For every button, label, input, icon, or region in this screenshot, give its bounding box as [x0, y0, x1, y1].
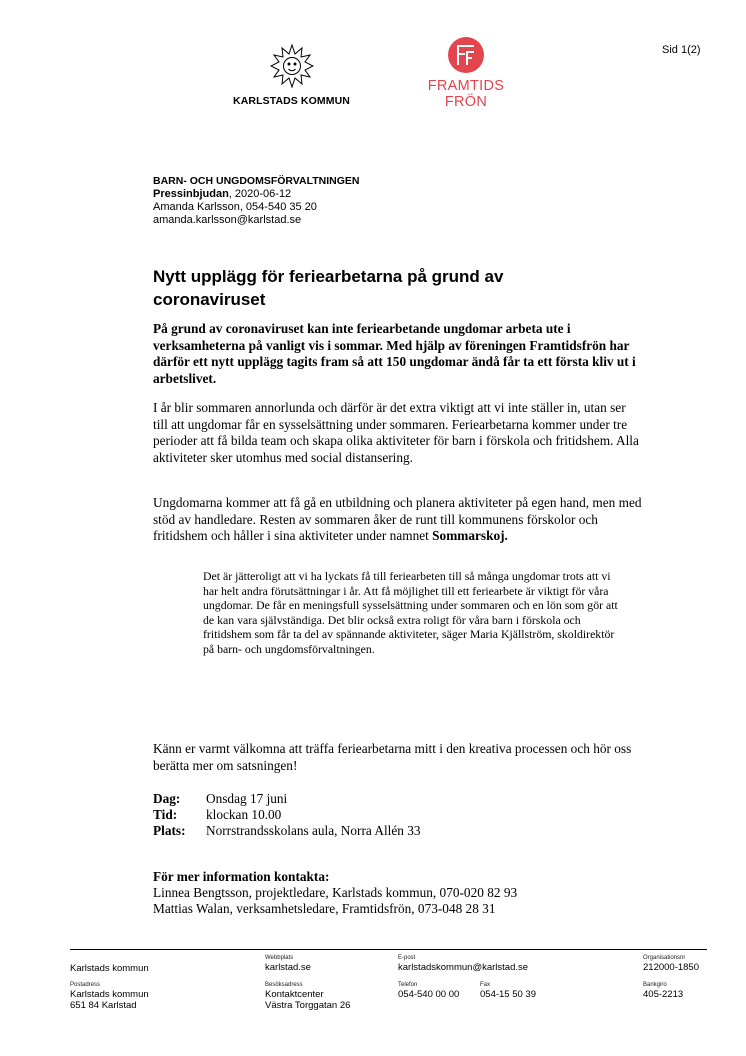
- postal-line-1: Karlstads kommun: [70, 989, 149, 1000]
- place-label: Plats:: [153, 823, 186, 838]
- fron-text: FRÖN: [444, 94, 488, 110]
- release-date: , 2020-06-12: [228, 188, 292, 200]
- contact-email: amanda.karlsson@karlstad.se: [153, 214, 302, 226]
- release-label: Pressinbjudan: [153, 188, 229, 200]
- footer-divider: [70, 949, 707, 950]
- contact-block: [153, 869, 517, 917]
- body-paragraph-2: [153, 495, 643, 545]
- footer-visit: [265, 982, 350, 1011]
- event-time-row: [153, 807, 421, 823]
- time-value: klockan 10.00: [206, 807, 282, 822]
- headline: Nytt upplägg för feriearbetarna på grund av coronaviruset: [153, 267, 504, 309]
- contact-heading: För mer information kontakta:: [153, 869, 330, 884]
- visit-label: Besöksadress: [265, 982, 303, 988]
- footer-org-name: Karlstads kommun: [70, 963, 149, 974]
- footer-phone: [398, 982, 459, 1000]
- postal-label: Postadress: [70, 982, 101, 988]
- footer-fax: [480, 982, 536, 1000]
- place-value: Norrstrandsskolans aula, Norra Allén 33: [206, 823, 421, 838]
- email-label: E-post: [398, 955, 416, 961]
- bankgiro-value: 405-2213: [643, 989, 684, 1000]
- sun-emblem-icon: [270, 44, 314, 88]
- kommun-name: KARLSTADS KOMMUN: [233, 95, 350, 107]
- time-label: Tid:: [153, 807, 178, 822]
- page-number: Sid 1(2): [662, 44, 701, 56]
- footer-web: [265, 955, 311, 973]
- body-paragraph-2-text: Ungdomarna kommer att få gå en utbildning och planera aktiviteter på egen hand, men med stöd av handledare. Resten av sommaren åker de runt till kommunens förskolor och fritidshem och håller i sina aktiviteter under namnet: [153, 495, 642, 543]
- web-value: karlstad.se: [265, 962, 311, 973]
- visit-line-1: Kontaktcenter: [265, 989, 324, 1000]
- orgnr-label: Organisationsnr: [643, 955, 686, 961]
- footer-email: [398, 955, 528, 973]
- body-paragraph-1: I år blir sommaren annorlunda och därför är det extra viktigt att vi inte ställer in, utan ser till att ungdomar får en sysselsättning under sommaren. Feriearbetarna kommer under tre perioder att få bilda team och skapa olika aktiviteter för barn i förskola och fritidshem. Alla aktiviteter sker utomhus med social distansering.: [153, 400, 639, 465]
- contact-person: Amanda Karlsson, 054-540 35 20: [153, 201, 317, 213]
- day-label: Dag:: [153, 791, 181, 806]
- phone-label: Telefon: [398, 982, 418, 988]
- invitation-paragraph: Känn er varmt välkomna att träffa feriearbetarna mitt i den kreativa processen och hör oss berätta mer om satsningen!: [153, 741, 632, 773]
- email-value: karlstadskommun@karlstad.se: [398, 962, 529, 973]
- day-value: Onsdag 17 juni: [206, 791, 288, 806]
- phone-value: 054-540 00 00: [398, 989, 460, 1000]
- framtidsfron-logo: [418, 36, 514, 116]
- footer-postal: [70, 982, 149, 1011]
- web-label: Webbplats: [265, 955, 294, 961]
- press-header: [153, 175, 360, 227]
- footer-bankgiro: [643, 982, 683, 1000]
- release-line: [153, 188, 360, 201]
- event-details: [153, 791, 421, 839]
- bankgiro-label: Bankgiro: [643, 982, 667, 988]
- quote-block: Det är jätteroligt att vi ha lyckats få till feriearbeten till så många ungdomar trots att vi har helt andra förutsättningar i år. Att få möjlighet till ett feriearbete är viktigt för våra ungdomar. De får en meningsfull sysselsättning under sommaren och en lön som gör att de kan vara självständiga. Det blir också extra roligt för våra barn i förskola och fritidshem som får ta del av spännande aktiviteter, säger Maria Kjällström, skoldirektör på barn- och ungdomsförvaltningen.: [203, 569, 618, 656]
- karlstads-kommun-logo: [224, 44, 359, 112]
- sommarskoj-name: Sommarskoj.: [432, 528, 508, 543]
- visit-line-2: Västra Torggatan 26: [265, 1000, 351, 1011]
- contact-person-2: Mattias Walan, verksamhetsledare, Framtidsfrön, 073-048 28 31: [153, 901, 496, 916]
- footer-orgnr: [643, 955, 699, 973]
- lead-paragraph: På grund av coronaviruset kan inte feriearbetande ungdomar arbeta ute i verksamheterna på vanligt vis i sommar. Med hjälp av föreningen Framtidsfrön har därför ett nytt upplägg tagits fram så att 150 ungdomar ändå får ta ett första kliv ut i arbetslivet.: [153, 321, 636, 386]
- framtids-text: FRAMTIDS: [427, 78, 505, 94]
- framtidsfron-emblem-icon: [447, 36, 485, 74]
- event-day-row: [153, 791, 421, 807]
- orgnr-value: 212000-1850: [643, 962, 699, 973]
- fax-value: 054-15 50 39: [480, 989, 536, 1000]
- fax-label: Fax: [480, 982, 491, 988]
- department-name: BARN- OCH UNGDOMSFÖRVALTNINGEN: [153, 175, 360, 187]
- contact-person-1: Linnea Bengtsson, projektledare, Karlstads kommun, 070-020 82 93: [153, 885, 518, 900]
- postal-line-2: 651 84 Karlstad: [70, 1000, 137, 1011]
- event-place-row: [153, 823, 421, 839]
